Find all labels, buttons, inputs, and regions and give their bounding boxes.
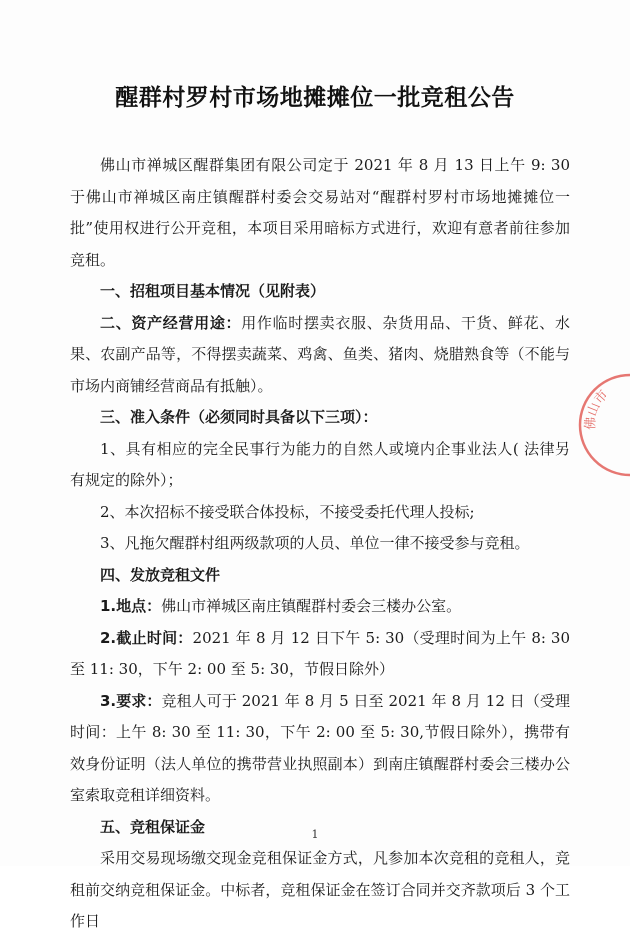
document-title: 醒群村罗村市场地摊摊位一批竞租公告 [115,85,515,111]
section-3-heading: 三、准入条件（必须同时具备以下三项）： [100,408,378,426]
section-4-item-2-label: 2.截止时间： [100,628,193,647]
section-3-item-2: 2、本次招标不接受联合体投标，不接受委托代理人投标; [100,502,475,521]
section-4-item-1 [70,591,570,623]
page-number: 1 [311,828,319,841]
section-4-heading: 四、发放竞租文件 [100,565,221,584]
section-5-heading: 五、竞租保证金 [100,817,206,836]
section-2-text: 用作临时摆卖衣服、杂货用品、干货、鲜花、水果、农副产品等，不得摆卖蔬菜、鸡禽、鱼类、猪肉、烧腊熟食等（不能与市场内商铺经营商品有抵触）。 [70,313,570,395]
section-4-item-2 [70,623,570,686]
seal-text: 佛山市 [583,387,612,431]
section-4-item-1-text: 佛山市禅城区南庄镇醒群村委会三楼办公室。 [161,597,462,615]
section-4-item-1-label: 1.地点： [100,597,162,615]
section-4-item-2-text: 2021 年 8 月 12 日下午 5: 30（受理时间为上午 8: 30 至 11: 30，下午 2: 00 至 5: 30，节假日除外） [70,628,570,678]
section-2-paragraph [70,308,570,403]
section-2-heading: 二、资产经营用途： [100,313,242,332]
section-3-item-3: 3、凡拖欠醒群村组两级款项的人员、单位一律不接受参与竞租。 [100,534,530,552]
section-5-paragraph: 采用交易现场缴交现金竞租保证金方式，凡参加本次竞租的竞租人，竞租前交纳竞租保证金。中标者，竞租保证金在签订合同并交齐款项后 3 个工作日 [70,849,570,930]
section-4-item-3 [70,686,570,812]
document-body [70,150,570,938]
section-3-item-1: 1、具有相应的完全民事行为能力的自然人或境内企事业法人( 法律另有规定的除外）； [70,439,570,489]
section-1-heading: 一、招租项目基本情况（见附表） [100,282,326,300]
section-4-item-3-text: 竞租人可于 2021 年 8 月 5 日至 2021 年 8 月 12 日（受理时间：上午 8: 30 至 11: 30，下午 2: 00 至 5: 30,节假日除外），携带有效身份证明（法人单位的携带营业执照副本）到南庄镇醒群村委会三楼办公室索取竞租详细资料。 [70,691,570,804]
intro-paragraph: 佛山市禅城区醒群集团有限公司定于 2021 年 8 月 13 日上午 9: 30 于佛山市禅城区南庄镇醒群村委会交易站对“醒群村罗村市场地摊摊位一批”使用权进行公开竞租，本项目采用暗标方式进行，欢迎有意者前往参加竞租。 [70,156,570,269]
section-4-item-3-label: 3.要求： [100,691,162,710]
official-seal-stamp [575,370,630,480]
